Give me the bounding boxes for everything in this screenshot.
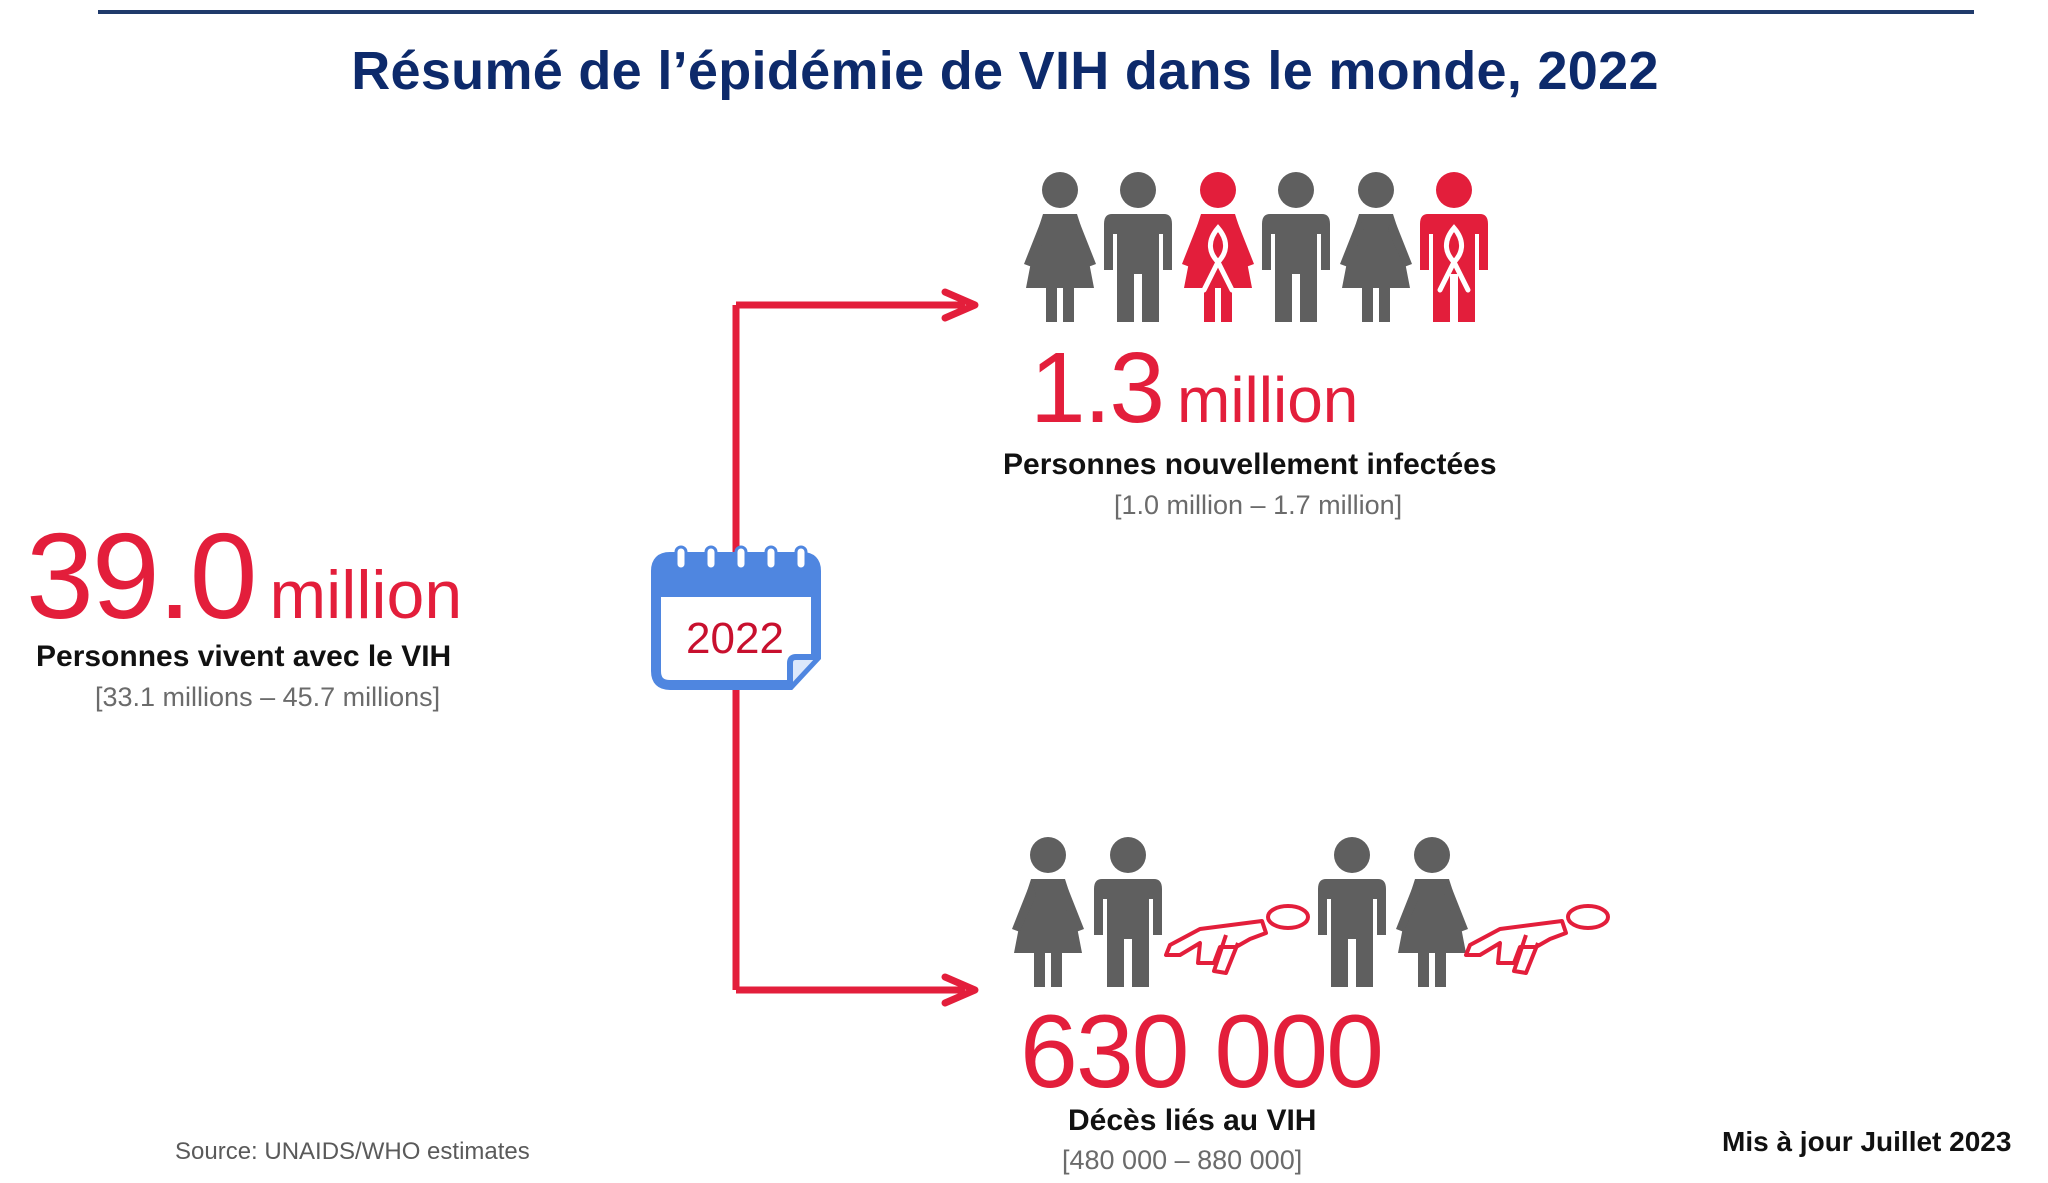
new-infections-number: 1.3 bbox=[1030, 332, 1164, 444]
page-title: Résumé de l’épidémie de VIH dans le monde, 2022 bbox=[351, 41, 1659, 101]
living-range: [33.1 millions – 45.7 millions] bbox=[95, 682, 441, 712]
deaths-range: [480 000 – 880 000] bbox=[1062, 1145, 1303, 1175]
new-infections-stat bbox=[1030, 332, 1359, 444]
deaths-figures bbox=[1000, 835, 1620, 995]
new-infections-figures bbox=[1020, 170, 1500, 325]
calendar-year: 2022 bbox=[686, 614, 784, 663]
deaths-number: 630 000 bbox=[1020, 994, 1382, 1110]
updated-note: Mis à jour Juillet 2023 bbox=[1722, 1126, 2012, 1157]
fallen-person-outline-icon bbox=[1166, 906, 1308, 973]
living-number: 39.0 bbox=[26, 508, 256, 644]
new-infections-unit: million bbox=[1177, 364, 1359, 436]
new-infections-range: [1.0 million – 1.7 million] bbox=[1114, 490, 1403, 520]
living-stat bbox=[26, 508, 463, 644]
living-label: Personnes vivent avec le VIH bbox=[36, 640, 452, 673]
deaths-stat bbox=[1020, 994, 1382, 1110]
fallen-person-outline-icon bbox=[1466, 906, 1608, 973]
new-infections-label: Personnes nouvellement infectées bbox=[1003, 448, 1497, 481]
living-unit: million bbox=[269, 557, 463, 633]
source-note: Source: UNAIDS/WHO estimates bbox=[175, 1138, 530, 1165]
deaths-label: Décès liés au VIH bbox=[1068, 1104, 1317, 1137]
